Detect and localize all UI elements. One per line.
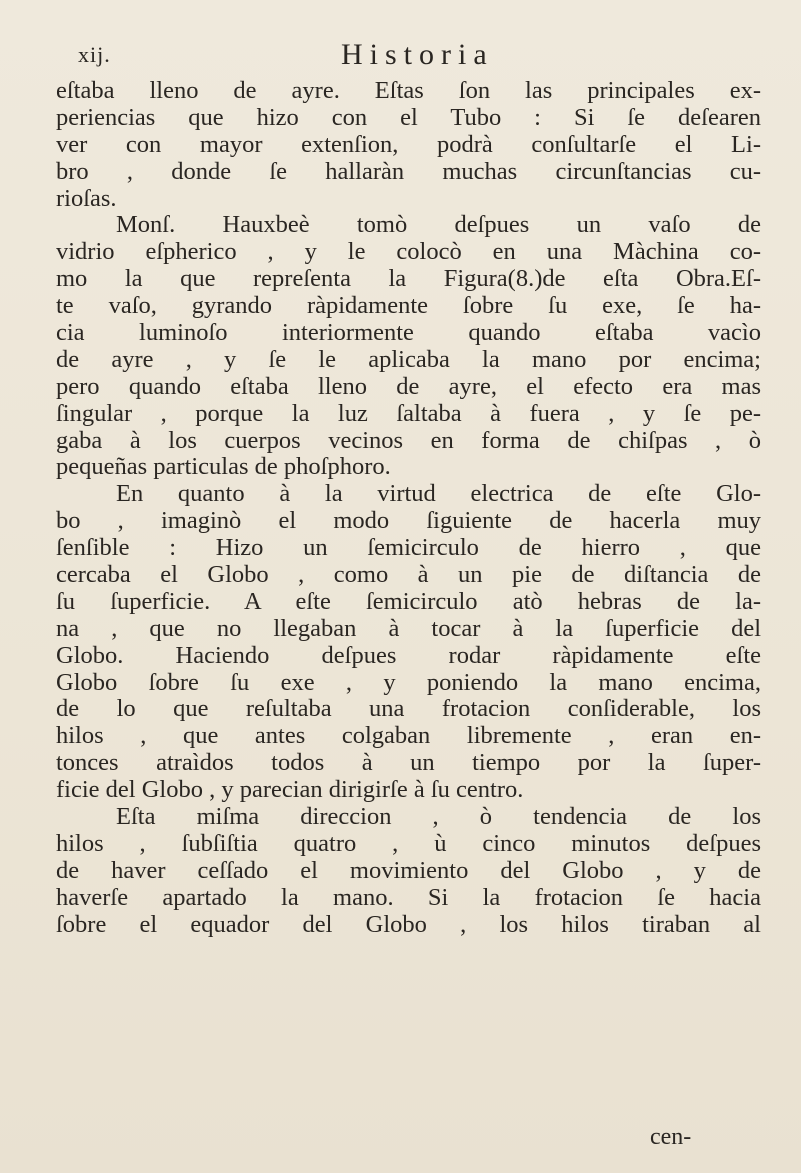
text-line: Monſ. Hauxbeè tomò deſpues un vaſo de	[116, 211, 761, 239]
text-line: haverſe apartado la mano. Si la frotacion ſe hacia	[56, 883, 761, 911]
text-line: En quanto à la virtud electrica de eſte Glo-	[116, 480, 761, 508]
text-line: bro , donde ſe hallaràn muchas circunſtancias cu-	[56, 157, 761, 185]
text-line: bo , imaginò el modo ſiguiente de hacerla muy	[56, 507, 761, 535]
text-line: te vaſo, gyrando ràpidamente ſobre ſu exe, ſe ha-	[56, 292, 761, 320]
text-line: vidrio eſpherico , y le colocò en una Màchina co-	[56, 238, 761, 266]
text-line: rioſas.	[56, 184, 117, 212]
body-text	[56, 78, 761, 939]
page-header	[56, 38, 746, 82]
text-line: Eſta miſma direccion , ò tendencia de los	[116, 803, 761, 831]
text-line: de haver ceſſado el movimiento del Globo , y de	[56, 856, 761, 884]
text-line: cercaba el Globo , como à un pie de diſtancia de	[56, 561, 761, 589]
text-line: ſenſible : Hizo un ſemicirculo de hierro , que	[56, 534, 761, 562]
text-line: ſingular , porque la luz ſaltaba à fuera , y ſe pe-	[56, 399, 761, 427]
text-line: cia luminoſo interiormente quando eſtaba vacìo	[56, 319, 761, 347]
text-line: de lo que reſultaba una frotacion conſiderable, los	[56, 695, 761, 723]
text-line: de ayre , y ſe le aplicaba la mano por encima;	[56, 345, 761, 373]
text-line: ſu ſuperficie. A eſte ſemicirculo atò hebras de la-	[56, 587, 761, 615]
text-line: hilos , que antes colgaban libremente , eran en-	[56, 722, 761, 750]
catchword: cen-	[650, 1124, 692, 1150]
text-line: pequeñas particulas de phoſphoro.	[56, 453, 391, 481]
text-line: mo la que repreſenta la Figura(8.)de eſta Obra.Eſ-	[56, 265, 761, 293]
text-line: gaba à los cuerpos vecinos en forma de chiſpas , ò	[56, 426, 761, 454]
text-line: eſtaba lleno de ayre. Eſtas ſon las principales ex-	[56, 77, 761, 104]
text-line: na , que no llegaban à tocar à la ſuperficie del	[56, 614, 761, 642]
text-line: periencias que hizo con el Tubo : Si ſe deſearen	[56, 103, 761, 131]
text-line: ver con mayor extenſion, podrà conſultarſe el Li-	[56, 130, 761, 158]
text-line: hilos , ſubſiſtia quatro , ù cinco minutos deſpues	[56, 829, 761, 857]
text-line: ficie del Globo , y parecian dirigirſe à ſu centro.	[56, 776, 524, 804]
page-number: xij.	[78, 42, 111, 67]
text-line: ſobre el equador del Globo , los hilos tiraban al	[56, 910, 761, 938]
text-line: tonces atraìdos todos à un tiempo por la ſuper-	[56, 749, 761, 777]
text-line: pero quando eſtaba lleno de ayre, el efecto era mas	[56, 372, 761, 400]
text-line: Globo. Haciendo deſpues rodar ràpidamente eſte	[56, 641, 761, 669]
text-line: Globo ſobre ſu exe , y poniendo la mano encima,	[56, 668, 761, 696]
running-head: Historia	[341, 38, 494, 71]
